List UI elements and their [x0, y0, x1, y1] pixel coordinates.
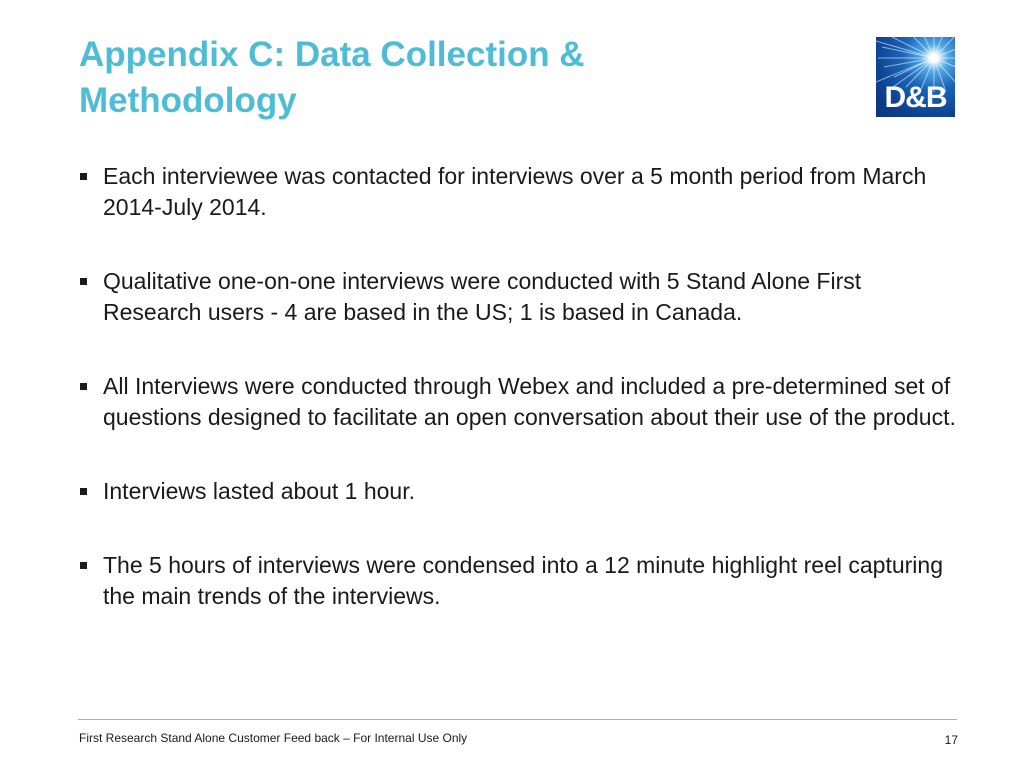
- bullet-text: Interviews lasted about 1 hour.: [103, 478, 415, 504]
- bullet-list: [79, 161, 959, 655]
- bullet-item: [79, 266, 959, 328]
- logo-text: D&B: [884, 81, 947, 114]
- page-number: 17: [944, 733, 958, 747]
- square-bullet-icon: [80, 173, 87, 180]
- slide-title: Appendix C: Data Collection & Methodology: [79, 35, 585, 120]
- bullet-item: [79, 371, 959, 433]
- square-bullet-icon: [80, 278, 87, 285]
- square-bullet-icon: [80, 383, 87, 390]
- bullet-item: [79, 476, 959, 507]
- bullet-text: Qualitative one-on-one interviews were conducted with 5 Stand Alone First Research users - 4 are based in the US; 1 is based in Canada.: [103, 268, 862, 325]
- db-logo: [876, 37, 955, 117]
- footer-text: First Research Stand Alone Customer Feed back – For Internal Use Only: [79, 731, 468, 745]
- bullet-item: [79, 550, 959, 612]
- square-bullet-icon: [80, 562, 87, 569]
- bullet-text: The 5 hours of interviews were condensed into a 12 minute highlight reel capturing the main trends of the interviews.: [103, 552, 943, 609]
- bullet-text: Each interviewee was contacted for interviews over a 5 month period from March 2014-July 2014.: [103, 163, 927, 220]
- bullet-text: All Interviews were conducted through Webex and included a pre-determined set of questions designed to facilitate an open conversation about their use of the product.: [103, 373, 956, 430]
- square-bullet-icon: [80, 488, 87, 495]
- footer-divider: [78, 719, 957, 720]
- bullet-item: [79, 161, 959, 223]
